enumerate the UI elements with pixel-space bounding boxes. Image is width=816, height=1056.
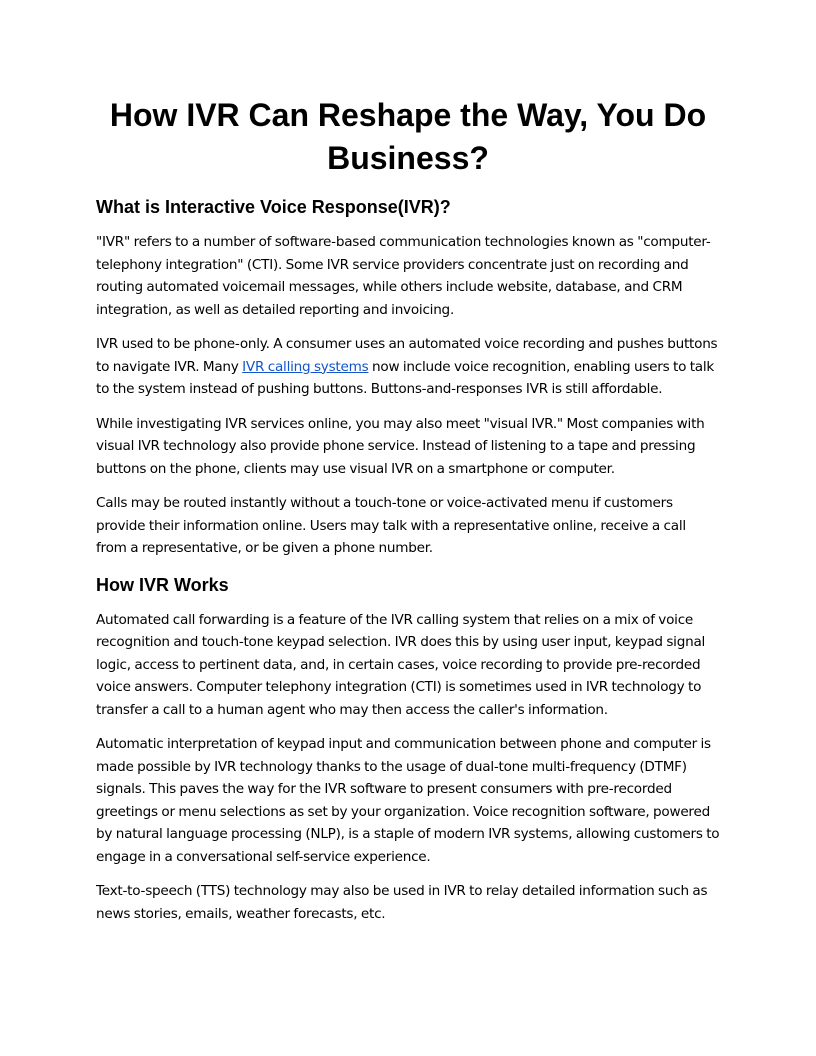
page-title: How IVR Can Reshape the Way, You Do Business? bbox=[109, 97, 707, 176]
paragraph-online-routing: Calls may be routed instantly without a touch-tone or voice-activated menu if customers provide their information online. Users may talk with a representative online, receive a call from a representative, or be given a phone number. bbox=[96, 495, 686, 556]
paragraph-ivr-phone-only bbox=[96, 333, 720, 401]
paragraph-visual-ivr: While investigating IVR services online, you may also meet "visual IVR." Most companies with visual IVR technology also provide phone service. Instead of listening to a tape and pressing buttons on the phone, clients may use visual IVR on a smartphone or computer. bbox=[96, 415, 705, 477]
paragraph-tts: Text-to-speech (TTS) technology may also be used in IVR to relay detailed information such as news stories, emails, weather forecasts, etc. bbox=[96, 883, 708, 922]
ivr-calling-systems-link[interactable]: IVR calling systems bbox=[242, 358, 369, 375]
section-heading-how-ivr-works: How IVR Works bbox=[96, 574, 229, 595]
section-heading-what-is-ivr: What is Interactive Voice Response(IVR)? bbox=[96, 197, 451, 217]
paragraph-call-forwarding: Automated call forwarding is a feature of the IVR calling system that relies on a mix of voice recognition and touch-tone keypad selection. IVR does this by using user input, keypad signal logic, access to pertinent data, and, in certain cases, voice recording to provide pre-recorded voice answers. Computer telephony integration (CTI) is sometimes used in IVR technology to transfer a call to a human agent who may then access the caller's information. bbox=[96, 611, 706, 718]
paragraph-dtmf: Automatic interpretation of keypad input and communication between phone and computer is made possible by IVR technology thanks to the usage of dual-tone multi-frequency (DTMF) signals. This paves the way for the IVR software to present consumers with pre-recorded greetings or menu selections as set by your organization. Voice recognition software, powered by natural language processing (NLP), is a staple of modern IVR systems, allowing customers to engage in a conversational self-service experience. bbox=[96, 736, 720, 865]
document-page bbox=[96, 94, 720, 937]
paragraph-ivr-definition: "IVR" refers to a number of software-based communication technologies known as "computer-telephony integration" (CTI). Some IVR service providers concentrate just on recording and routing automated voicemail messages, while others include website, database, and CRM integration, as well as detailed reporting and invoicing. bbox=[96, 234, 711, 318]
paragraph-text-after-link: now include voice recognition, enabling users to talk to the system instead of pushing buttons. Buttons-and-responses IVR is still affordable. bbox=[96, 358, 715, 397]
paragraph-text-before-link: IVR used to be phone-only. A consumer uses an automated voice recording and pushes buttons to navigate IVR. Many bbox=[96, 336, 718, 375]
